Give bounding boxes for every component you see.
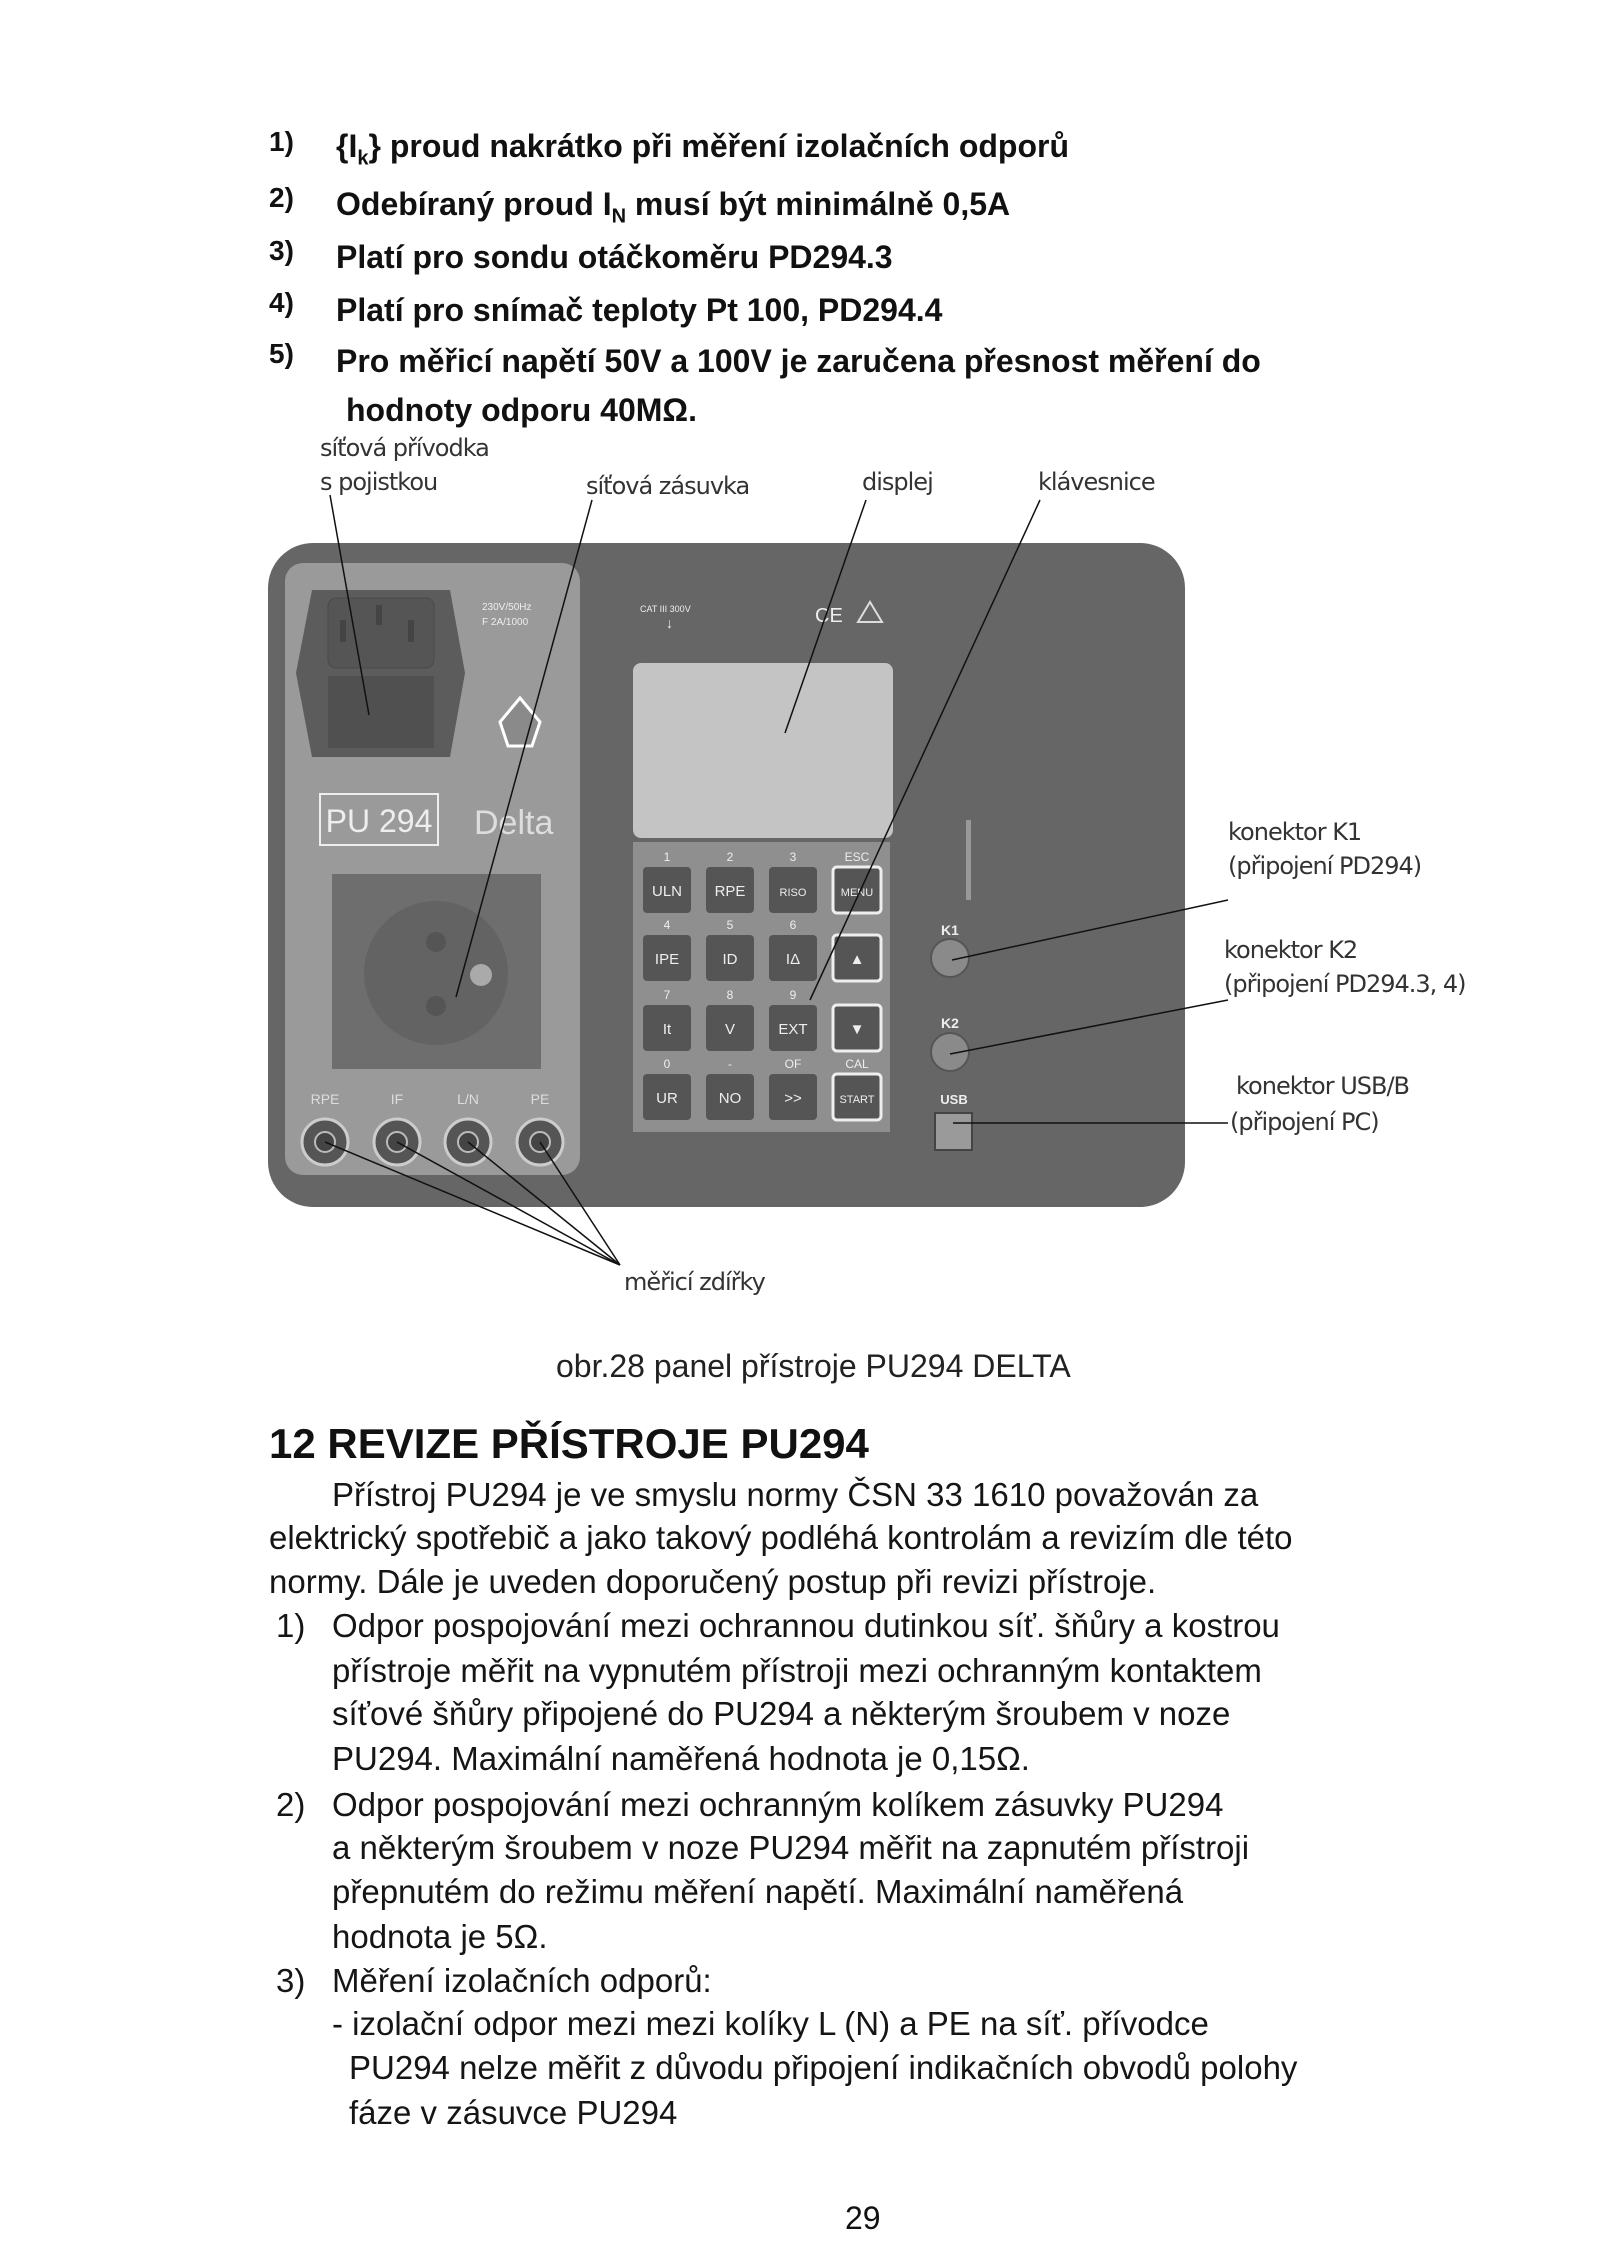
note-subscript: k xyxy=(357,147,369,170)
list-line: Odpor pospojování mezi ochranným kolíkem zásuvky PU294 xyxy=(332,1786,1224,1823)
key-number: ESC xyxy=(844,850,870,864)
lcd-display xyxy=(633,663,893,838)
note-number: 4) xyxy=(269,287,294,318)
list-line: Odpor pospojování mezi ochrannou dutinkou síť. šňůry a kostrou xyxy=(332,1607,1280,1644)
list-number: 1) xyxy=(276,1607,306,1644)
list-line: hodnota je 5Ω. xyxy=(332,1918,548,1955)
label-k1: (připojení PD294) xyxy=(1228,852,1422,880)
note-text: Platí pro sondu otáčkoměru PD294.3 xyxy=(336,239,893,275)
label-socket: síťová zásuvka xyxy=(586,472,750,500)
key-label: It xyxy=(662,1021,672,1038)
list-line: přístroje měřit na vypnutém přístroji mezi ochranným kontaktem xyxy=(332,1652,1262,1689)
paragraph-line: normy. Dále je uveden doporučený postup při revizi přístroje. xyxy=(269,1563,1157,1600)
category-text: CAT III 300V xyxy=(640,604,691,614)
terminal-label: IF xyxy=(390,1091,404,1107)
key-label: RPE xyxy=(714,883,746,900)
list-subline: PU294 nelze měřit z důvodu připojení indikačních obvodů polohy xyxy=(349,2049,1298,2086)
key-number: 5 xyxy=(726,918,734,932)
key-label: START xyxy=(839,1094,875,1106)
key-label: V xyxy=(724,1021,736,1038)
k1-label: K1 xyxy=(941,922,959,938)
label-power-inlet: s pojistkou xyxy=(320,468,438,496)
note-text-part: Odebíraný proud I xyxy=(336,186,612,222)
key-label: ▲ xyxy=(849,951,865,968)
list-line: Měření izolačních odporů: xyxy=(332,1962,712,1999)
terminal-label: PE xyxy=(530,1091,550,1107)
key-label: IΔ xyxy=(785,951,801,968)
list-line: přepnutém do režimu měření napětí. Maximální naměřená xyxy=(332,1873,1184,1910)
note-number: 5) xyxy=(269,338,294,369)
note-text: Platí pro snímač teploty Pt 100, PD294.4 xyxy=(336,292,943,328)
note-text-part: musí být minimálně 0,5A xyxy=(626,186,1011,222)
key-label: RISO xyxy=(779,887,807,899)
rating-text: F 2A/1000 xyxy=(482,617,529,628)
page-number: 29 xyxy=(845,2200,881,2236)
note-text: hodnoty odporu 40MΩ. xyxy=(346,392,697,428)
list-line: síťové šňůry připojené do PU294 a některým šroubem v noze xyxy=(332,1695,1231,1732)
note-text: Pro měřicí napětí 50V a 100V je zaručena přesnost měření do xyxy=(336,343,1261,379)
note-subscript: N xyxy=(611,205,627,228)
key-number: 4 xyxy=(663,918,671,932)
key-label: >> xyxy=(784,1090,802,1107)
usb-connector xyxy=(935,1113,972,1150)
label-usb: konektor USB/B xyxy=(1236,1072,1410,1100)
key-number: 7 xyxy=(663,988,671,1002)
label-k2: (připojení PD294.3, 4) xyxy=(1224,970,1466,998)
key-label: ULN xyxy=(651,883,683,900)
section-heading: 12 REVIZE PŘÍSTROJE PU294 xyxy=(269,1420,869,1467)
list-number: 3) xyxy=(276,1962,306,1999)
label-usb: (připojení PC) xyxy=(1230,1108,1379,1136)
earth-pin-icon xyxy=(470,964,492,986)
note-number: 1) xyxy=(269,126,294,157)
list-number: 2) xyxy=(276,1786,306,1823)
list-line: PU294. Maximální naměřená hodnota je 0,15Ω. xyxy=(332,1740,1030,1777)
label-keypad: klávesnice xyxy=(1038,468,1155,496)
key-number: 9 xyxy=(789,988,797,1002)
key-label: NO xyxy=(718,1090,742,1107)
list-subline: - izolační odpor mezi mezi kolíky L (N) a PE na síť. přívodce xyxy=(332,2005,1209,2042)
label-power-inlet: síťová přívodka xyxy=(320,434,489,462)
model-name: Delta xyxy=(474,804,554,842)
paragraph-line: Přístroj PU294 je ve smyslu normy ČSN 33 1610 považován za xyxy=(332,1476,1259,1513)
usb-label: USB xyxy=(940,1092,968,1107)
label-k1: konektor K1 xyxy=(1228,818,1362,846)
ce-mark: CE xyxy=(815,605,843,627)
key-label: MENU xyxy=(840,887,874,899)
key-number: 0 xyxy=(663,1057,671,1071)
ground-icon: ↓ xyxy=(666,615,673,631)
key-number: 3 xyxy=(789,850,797,864)
key-label: EXT xyxy=(778,1021,808,1038)
key-label: ▼ xyxy=(849,1021,865,1038)
key-label: IPE xyxy=(654,951,680,968)
key-number: 1 xyxy=(663,850,671,864)
card-slot xyxy=(966,820,971,900)
note-text-part: } proud nakrátko při měření izolačních odporů xyxy=(368,128,1070,164)
model-label: PU 294 xyxy=(325,803,433,839)
key-number: 2 xyxy=(726,850,734,864)
note-text-part: {I xyxy=(336,128,358,164)
key-number: CAL xyxy=(845,1057,869,1071)
list-subline: fáze v zásuvce PU294 xyxy=(349,2094,678,2131)
key-number: 8 xyxy=(726,988,734,1002)
key-number: 6 xyxy=(789,918,797,932)
label-k2: konektor K2 xyxy=(1224,936,1358,964)
key-number: - xyxy=(728,1057,732,1071)
key-number: OF xyxy=(784,1057,802,1071)
label-display: displej xyxy=(862,468,933,496)
figure-caption: obr.28 panel přístroje PU294 DELTA xyxy=(556,1348,1071,1384)
key-label: ID xyxy=(722,951,738,968)
k2-label: K2 xyxy=(941,1015,959,1031)
note-number: 3) xyxy=(269,235,294,266)
terminal-label: RPE xyxy=(310,1091,340,1107)
label-terminals: měřicí zdířky xyxy=(624,1268,765,1296)
note-number: 2) xyxy=(269,182,294,213)
list-line: a některým šroubem v noze PU294 měřit na zapnutém přístroji xyxy=(332,1829,1250,1866)
paragraph-line: elektrický spotřebič a jako takový podléhá kontrolám a revizím dle této xyxy=(269,1519,1293,1556)
terminal-label: L/N xyxy=(457,1091,479,1107)
rating-text: 230V/50Hz xyxy=(482,602,532,613)
key-label: UR xyxy=(656,1090,678,1107)
